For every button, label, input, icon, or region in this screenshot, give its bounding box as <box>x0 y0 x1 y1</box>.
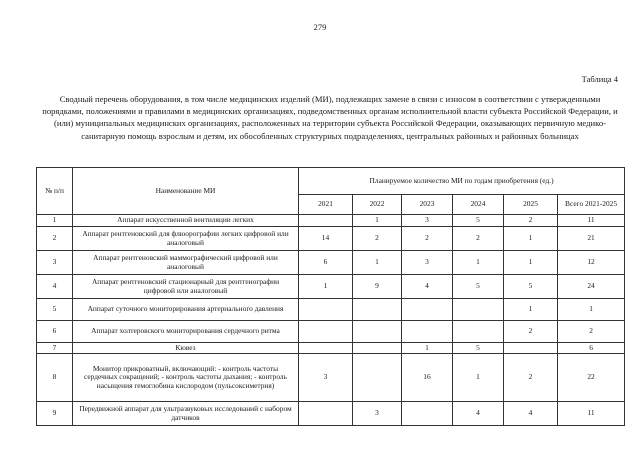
row-number: 5 <box>37 299 73 321</box>
table-caption: Сводный перечень оборудования, в том числе медицинских изделий (МИ), подлежащих замене в связи с износом в соответствии с утвержденными порядками, положениями и правилами в медицинских организациях, подведомственных органам исполнительной власти субъекта Российской Федерации, и (или) муниципальных медицинских организациях, расположенных на территории субъекта Российской Федерации, оказывающих первичную медико-санитарную помощь взрослым и детям, их обособленных структурных подразделениях, центральных районных и районных больницах <box>42 94 618 141</box>
row-total: 2 <box>558 321 625 343</box>
table-row <box>37 251 625 275</box>
row-year-value: 2 <box>504 354 558 402</box>
row-year-value: 3 <box>299 354 353 402</box>
row-year-value <box>402 402 453 426</box>
row-number: 8 <box>37 354 73 402</box>
row-device-name: Аппарат искусственной вентиляции легких <box>73 215 299 227</box>
row-total: 12 <box>558 251 625 275</box>
row-year-value: 1 <box>353 215 402 227</box>
row-total: 24 <box>558 275 625 299</box>
table-row <box>37 299 625 321</box>
header-num: № п/п <box>37 168 73 215</box>
row-year-value <box>353 299 402 321</box>
row-number: 7 <box>37 343 73 354</box>
table-row <box>37 215 625 227</box>
row-total: 21 <box>558 227 625 251</box>
row-year-value: 1 <box>504 299 558 321</box>
row-year-value: 1 <box>402 343 453 354</box>
row-year-value: 1 <box>453 354 504 402</box>
row-year-value <box>353 354 402 402</box>
header-year-group: Планируемое количество МИ по годам приобретения (ед.) <box>299 168 625 195</box>
table-label: Таблица 4 <box>581 74 618 84</box>
row-number: 3 <box>37 251 73 275</box>
row-year-value: 4 <box>453 402 504 426</box>
row-year-value: 5 <box>453 343 504 354</box>
table-row <box>37 275 625 299</box>
row-year-value: 2 <box>453 227 504 251</box>
row-year-value: 3 <box>402 215 453 227</box>
row-year-value: 2 <box>504 215 558 227</box>
row-device-name: Аппарат рентгеновский маммографический цифровой или аналоговый <box>73 251 299 275</box>
table-row <box>37 354 625 402</box>
row-year-value: 1 <box>504 227 558 251</box>
row-year-value: 9 <box>353 275 402 299</box>
header-name: Наименование МИ <box>73 168 299 215</box>
row-year-value: 5 <box>504 275 558 299</box>
row-device-name: Передвижной аппарат для ультразвуковых исследований с набором датчиков <box>73 402 299 426</box>
row-year-value: 3 <box>402 251 453 275</box>
row-device-name: Аппарат рентгеновский стационарный для рентгенографии цифровой или аналоговый <box>73 275 299 299</box>
row-total: 11 <box>558 402 625 426</box>
row-year-value: 2 <box>504 321 558 343</box>
row-year-value: 1 <box>504 251 558 275</box>
row-year-value: 2 <box>353 227 402 251</box>
row-year-value <box>299 321 353 343</box>
row-year-value: 5 <box>453 275 504 299</box>
row-year-value <box>353 321 402 343</box>
row-year-value <box>299 299 353 321</box>
row-total: 1 <box>558 299 625 321</box>
table-row <box>37 321 625 343</box>
row-year-value: 1 <box>353 251 402 275</box>
row-year-value <box>299 343 353 354</box>
row-year-value: 4 <box>402 275 453 299</box>
row-device-name: Аппарат суточного мониторирования артериального давления <box>73 299 299 321</box>
row-total: 11 <box>558 215 625 227</box>
row-year-value <box>353 343 402 354</box>
equipment-table <box>36 167 625 426</box>
header-year: 2024 <box>453 195 504 215</box>
row-year-value: 16 <box>402 354 453 402</box>
row-year-value: 5 <box>453 215 504 227</box>
row-year-value <box>453 299 504 321</box>
row-year-value: 3 <box>353 402 402 426</box>
row-number: 4 <box>37 275 73 299</box>
row-number: 2 <box>37 227 73 251</box>
row-device-name: Аппарат холтеровского мониторирования сердечного ритма <box>73 321 299 343</box>
table-row <box>37 343 625 354</box>
row-device-name: Кювез <box>73 343 299 354</box>
row-number: 1 <box>37 215 73 227</box>
row-year-value <box>402 321 453 343</box>
row-year-value: 1 <box>453 251 504 275</box>
row-year-value <box>299 402 353 426</box>
header-total: Всего 2021-2025 <box>558 195 625 215</box>
row-year-value <box>402 299 453 321</box>
header-year: 2023 <box>402 195 453 215</box>
row-number: 6 <box>37 321 73 343</box>
row-total: 6 <box>558 343 625 354</box>
row-year-value <box>504 343 558 354</box>
row-year-value <box>453 321 504 343</box>
row-year-value <box>299 215 353 227</box>
row-device-name: Монитор прикроватный, включающий: - контроль частоты сердечных сокращений; - контроль частоты дыхания; - контроль насыщения гемоглобина кислородом (пульсоксиметрия) <box>73 354 299 402</box>
row-year-value: 2 <box>402 227 453 251</box>
row-device-name: Аппарат рентгеновский для флюорографии легких цифровой или аналоговый <box>73 227 299 251</box>
table-row <box>37 227 625 251</box>
page-number: 279 <box>313 22 327 32</box>
row-number: 9 <box>37 402 73 426</box>
table-row <box>37 402 625 426</box>
row-year-value: 4 <box>504 402 558 426</box>
header-year: 2021 <box>299 195 353 215</box>
row-total: 22 <box>558 354 625 402</box>
row-year-value: 14 <box>299 227 353 251</box>
row-year-value: 6 <box>299 251 353 275</box>
header-year: 2025 <box>504 195 558 215</box>
row-year-value: 1 <box>299 275 353 299</box>
header-year: 2022 <box>353 195 402 215</box>
